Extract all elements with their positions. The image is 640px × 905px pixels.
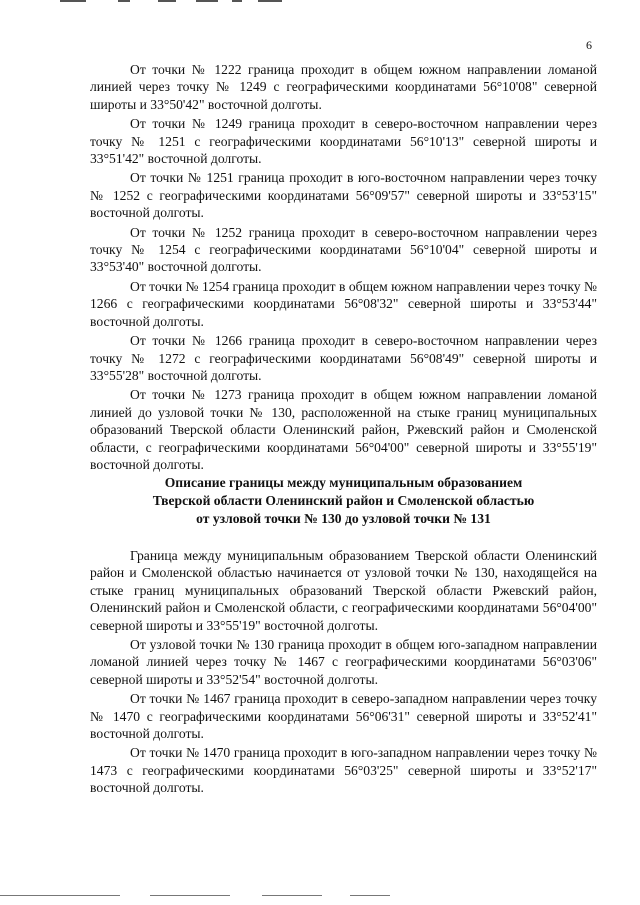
heading-line: Описание границы между муниципальным образованием [164,475,523,490]
page-number: 6 [586,38,592,52]
section-heading [90,474,597,528]
paragraph: От точки № 1273 граница проходит в общем южном направлении ломаной линией до узловой точки № 130, расположенной на стыке границ муниципальных образований Тверской области Оленинский район, Ржевский район и Смоленской области, с географическими координатами 56°04'00" северной широты и 33°55'19" восточной долготы. [90,387,597,472]
paragraph: От точки № 1467 граница проходит в северо-западном направлении через точку № 1470 с географическими координатами 56°06'31" северной широты и 33°52'41" восточной долготы. [90,691,597,742]
paragraph: От точки № 1251 граница проходит в юго-восточном направлении через точку № 1252 с географическими координатами 56°09'57" северной широты и 33°53'15" восточной долготы. [90,170,597,221]
paragraph: От точки № 1249 граница проходит в северо-восточном направлении через точку № 1251 с географическими координатами 56°10'13" северной широты и 33°51'42" восточной долготы. [90,116,597,167]
paragraph: От точки № 1252 граница проходит в северо-восточном направлении через точку № 1254 с географическими координатами 56°10'04" северной широты и 33°53'40" восточной долготы. [90,224,597,275]
heading-line: Тверской области Оленинский район и Смоленской областью [152,493,535,508]
boundary-description-bottom [90,547,597,797]
scan-artifact-bottom [0,893,640,899]
boundary-description-top [90,61,597,473]
paragraph: Граница между муниципальным образованием Тверской области Оленинский район и Смоленской областью начинается от узловой точки № 130, находящейся на стыке границ муниципальных образований Тверской области Ржевский район, Оленинский район и Смоленской области, с географическими координатами 56°04'00" северной широты и 33°55'19" восточной долготы. [90,548,597,633]
paragraph: От точки № 1254 граница проходит в общем южном направлении через точку № 1266 с географическими координатами 56°08'32" северной широты и 33°53'44" восточной долготы. [90,278,597,329]
heading-line: от узловой точки № 130 до узловой точки № 131 [196,511,491,526]
paragraph: От точки № 1470 граница проходит в юго-западном направлении через точку № 1473 с географическими координатами 56°03'25" северной широты и 33°52'17" восточной долготы. [90,745,597,796]
paragraph: От точки № 1222 граница проходит в общем южном направлении ломаной линией через точку № 1249 с географическими координатами 56°10'08" северной широты и 33°50'42" восточной долготы. [90,62,597,112]
paragraph: От узловой точки № 130 граница проходит в общем юго-западном направлении ломаной линией через точку № 1467 с географическими координатами 56°03'06" северной широты и 33°52'54" восточной долготы. [90,637,597,687]
scan-artifact-top [0,0,640,4]
paragraph: От точки № 1266 граница проходит в северо-восточном направлении через точку № 1272 с географическими координатами 56°08'49" северной широты и 33°55'28" восточной долготы. [90,333,597,383]
